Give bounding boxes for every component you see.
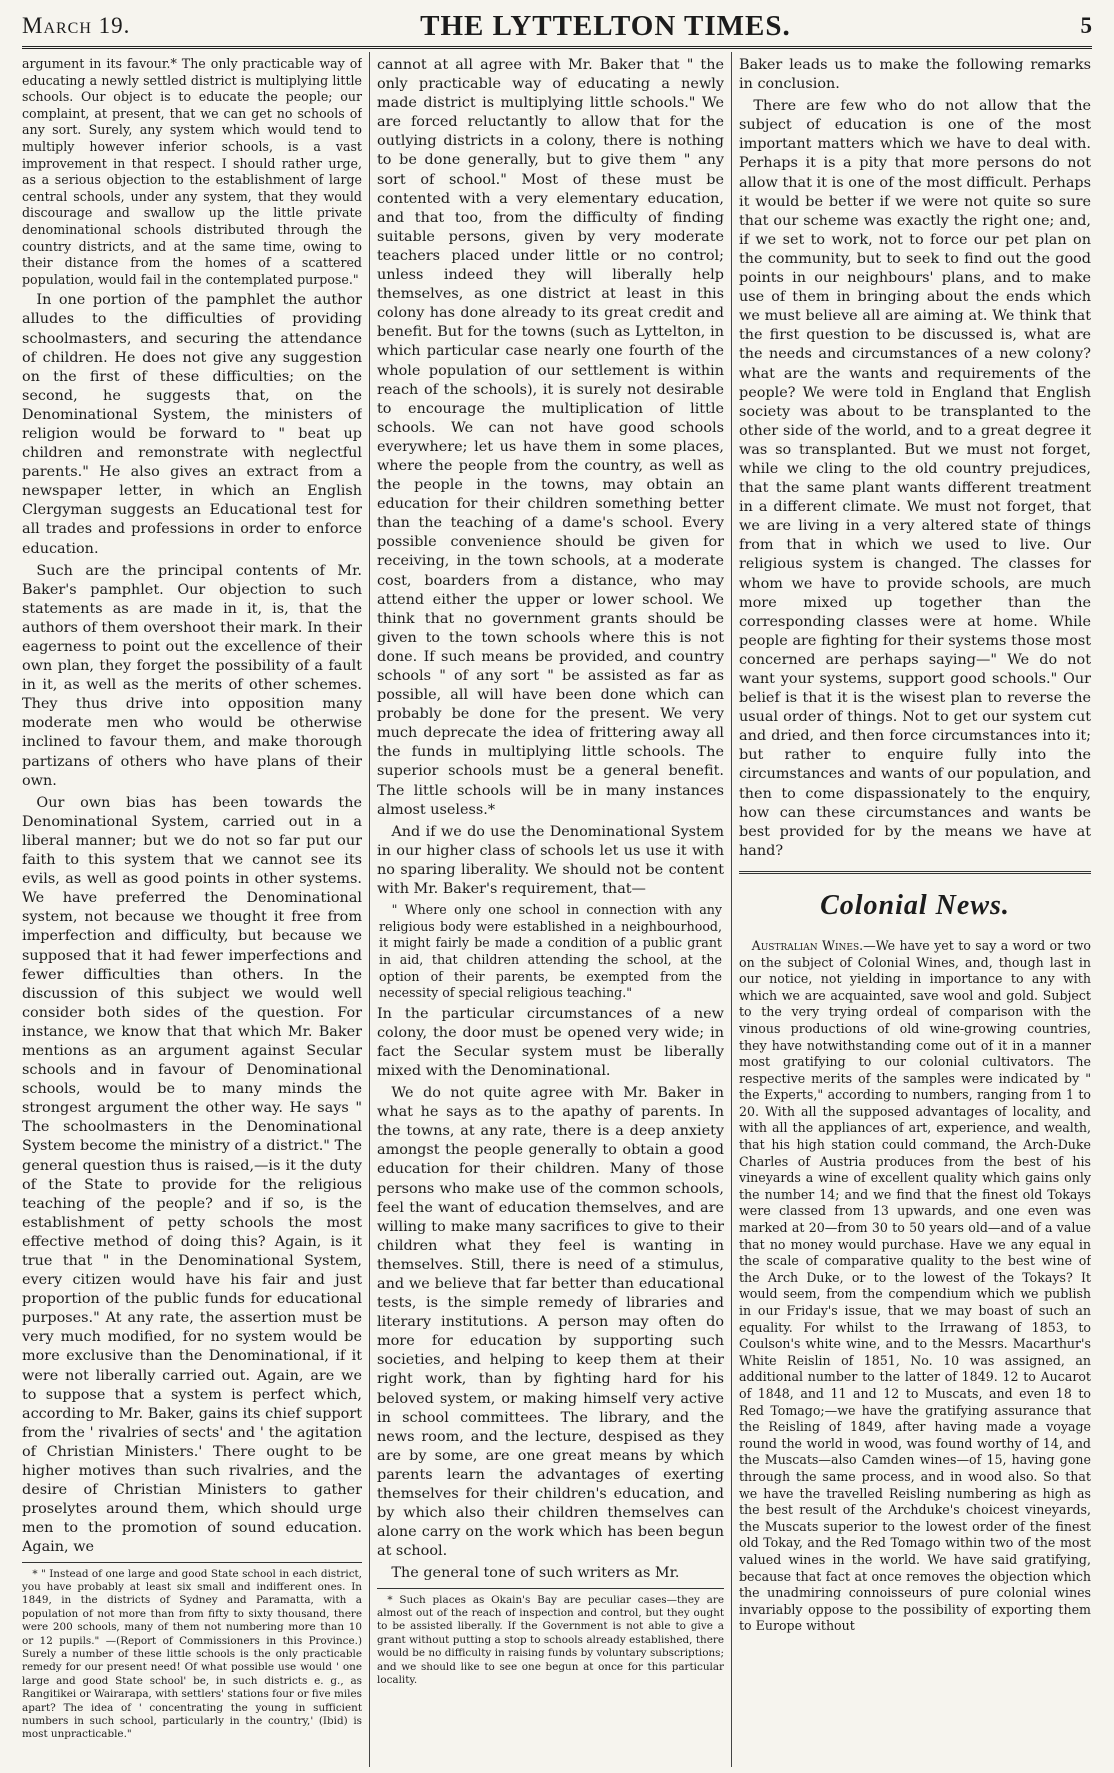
news-item-lead: Australian Wines. bbox=[751, 937, 864, 953]
article-paragraph: In one portion of the pamphlet the author alludes to the difficulties of providing schoolmasters, and securing the attendance of children. He does not give any suggestion on the first of these difficulties; on the second, he suggests that, on the Denominational System, the ministers of religion would be forward to " beat up children and remonstrate with neglectful parents." He also gives an extract from a newspaper letter, in which an English Clergyman suggests an Educational test for all trades and professions in order to enforce education. bbox=[22, 292, 362, 557]
column-divider bbox=[731, 52, 732, 1767]
article-paragraph: argument in its favour.* The only practicable way of educating a newly settled district is multiplying little schools. Our object is to educate the people; our complaint, at present, that we can get no schools of any sort. Surely, any system which would tend to multiply however inferior schools, is a vast improvement in that respect. I should rather urge, as a serious objection to the establishment of large central schools, under any system, that they would discourage and swallow up the little private denominational schools distributed through the country districts, and at the same time, owing to their distance from the homes of a scattered population, would fail in the contemplated purpose." bbox=[22, 56, 362, 287]
news-item-body: —We have yet to say a word or two on the subject of Colonial Wines, and, though last in our notice, not yielding in importance to any with which we are acquainted, save wool and gold. Subject to the very trying ordeal of comparison with the vinous productions of old wine-growing countries, they have notwithstanding come out of it in a manner most gratifying to our colonial cultivators. The respective merits of the samples were indicated by " the Experts," according to numbers, ranging from 1 to 20. With all the supposed advantages of locality, and with all the appliances of art, experience, and wealth, that his high station could command, the Arch-Duke Charles of Austria produces from the best of his vineyards a wine of excellent quality which gains only the number 14; and we find that the finest old Tokays were classed from 13 upwards, and one even was marked at 20—from 30 to 50 years old—and of a value that no money would purchase. Have we any equal in the scale of comparative quality to the best wine of the Arch Duke, or to the lowest of the Tokays? It would seem, from the compendium which we publish in our Friday's issue, that we may boast of such an equality. For whilst to the Irrawang of 1853, to Coulson's white wine, and to the Messrs. Macarthur's White Reislin of 1851, No. 10 was assigned, an additional number to the latter of 1849. 12 to Aucarot of 1848, and 11 and 12 to Muscats, and even 18 to Red Tomago;—we have the gratifying assurance that the Reisling of 1849, after having made a voyage round the world in wood, was found worthy of 14, and the Muscats—also Camden wines—of 15, having gone through the same process, and in wood also. So that we have the travelled Reisling numbering as high as the best result of the Archduke's choicest vineyards, the Muscats superior to the lowest order of the finest old Tokay, and the Red Tomago within two of the most valued wines in the world. We have said gratifying, because that fact at once removes the objection which the unadmiring connoisseurs of pure colonial wines invariably oppose to the possibility of exporting them to Europe without bbox=[739, 937, 1091, 1634]
news-item bbox=[739, 938, 1091, 1635]
footnote-divider bbox=[22, 1562, 362, 1563]
section-heading: Colonial News. bbox=[820, 889, 1010, 921]
column-1 bbox=[22, 56, 362, 1766]
article-paragraph: cannot at all agree with Mr. Baker that " the only practicable way of educating a newly made district is multiplying little schools." We are forced reluctantly to allow that for the outlying districts in a colony, there is nothing to be done generally, but to give them " any sort of school." Most of these must be contented with a very elementary education, and that too, from the difficulty of finding suitable persons, given by very moderate teachers placed under little or no control; unless indeed they will liberally help themselves, as one district at least in this colony has done already to its great credit and benefit. But for the towns (such as Lyttelton, in which particular case nearly one fourth of the whole population of our settlement is within reach of the schools), it is surely not desirable to encourage the multiplication of little schools. We can not have good schools everywhere; let us have them in some places, where the people from the country, as well as the people in the towns, may obtain an education for their children something better than the teaching of a dame's school. Every possible convenience should be given for receiving, in the town schools, at a moderate cost, boarders from a distance, who may attend either the upper or lower school. We think that no government grants should be given to the town schools where this is not done. If such means be provided, and country schools " of any sort " be assisted as far as possible, all will have been done which can probably be done for the present. We very much deprecate the idea of frittering away all the funds in multiplying little schools. The superior schools must be a general benefit. The little schools will be in many instances almost useless.* bbox=[377, 57, 724, 818]
article-paragraph: The general tone of such writers as Mr. bbox=[391, 1565, 680, 1582]
article-paragraph: Such are the principal contents of Mr. Baker's pamphlet. Our objection to such statements as are made in it, is, that the authors of them overshoot their mark. In their eagerness to point out the excellence of their own plan, they forget the possibility of a fault in it, as well as the merits of other schemes. They thus drive into opposition many moderate men who would be otherwise inclined to favour them, and make thorough partizans of others who have plans of their own. bbox=[22, 562, 362, 789]
footnote-divider bbox=[377, 1588, 724, 1589]
article-paragraph: We do not quite agree with Mr. Baker in what he says as to the apathy of parents. In the towns, at any rate, there is a deep anxiety amongst the people generally to obtain a good education for their children. Many of those persons who make use of the common schools, feel the want of education themselves, and are willing to make many sacrifices to give to their children what they feel is wanting in themselves. Still, there is need of a stimulus, and we believe that far better than educational tests, is the simple remedy of libraries and literary institutions. A person may often do more for education by supporting such societies, and helping to keep them at their right work, than by fighting hard for his beloved system, or making himself very active in school committees. The library, and the news room, and the lecture, despised as they are by some, are one great means by which parents learn the advantages of exerting themselves for their children's education, and by which also their children themselves can alone carry on the work which has been begun at school. bbox=[377, 1085, 724, 1560]
article-paragraph: Baker leads us to make the following remarks in conclusion. bbox=[739, 57, 1091, 93]
article-paragraph: There are few who do not allow that the subject of education is one of the most important matters which we have to deal with. Perhaps it is a pity that more persons do not allow that it is one of the most difficult. Perhaps it would be better if we were not quite so sure that our scheme was exactly the right one; and, if we set to work, not to force our pet plan on the community, but to seek to find out the good points in our neighbours' plans, and to make use of them in bringing about the ends which we must believe all are aiming at. We think that the first question to be discussed is, what are the needs and circumstances of a new colony? what are the wants and requirements of the people? We were told in England that English society was about to be transplanted to the other side of the world, and to a great degree it was so transplanted. But we must not forget, while we cling to the old country prejudices, that the same plant wants different treatment in a different climate. We must not forget, that we are living in a very altered state of things from that in which we used to live. Our religious system is changed. The classes for whom we have to provide schools, are much more mixed up together than the corresponding classes were at home. While people are fighting for their systems those most concerned are perhaps saying—" We do not want your systems, support good schools." Our belief is that it is the wisest plan to reverse the usual order of things. Not to get our system cut and dried, and then force circumstances into it; but rather to enquire fully into the circumstances and wants of our population, and then to come dispassionately to the enquiry, how can these circumstances and wants be best provided for by the means we have at hand? bbox=[739, 98, 1091, 859]
issue-date: March 19. bbox=[22, 13, 131, 38]
masthead bbox=[22, 6, 1092, 49]
page-number: 5 bbox=[1080, 13, 1092, 38]
article-paragraph: In the particular circumstances of a new colony, the door must be opened very wide; in fact the Secular system must be liberally mixed with the Denominational. bbox=[377, 1005, 724, 1079]
footnote: * " Instead of one large and good State school in each district, you have probably at least six small and indifferent ones. In 1849, in the districts of Sydney and Paramatta, with a population of not more than from fifty to sixty thousand, there were 200 schools, many of them not numbering more than 10 or 12 pupils." —(Report of Commissioners in this Province.) Surely a number of these little schools is the only practicable remedy for our present need! Of what possible use would ' one large and good State school' be, in such districts e. g., as Rangitikei or Wairarapa, with settlers' stations four or five miles apart? The idea of ' concentrating the young in sufficient numbers in such school, particularly in the country,' (Ibid) is most unpracticable." bbox=[22, 1567, 362, 1741]
section-divider bbox=[739, 871, 1091, 874]
column-divider bbox=[369, 52, 370, 1767]
block-quote: " Where only one school in connection with any religious body were established in a neighbourhood, it might fairly be made a condition of a public grant in aid, that children attending the school, at the option of their parents, be exempted from the necessity of special religious teaching." bbox=[379, 902, 722, 1001]
column-3 bbox=[739, 56, 1091, 1766]
article-paragraph: Our own bias has been towards the Denominational System, carried out in a liberal manner; but we do not so far put our faith to this system that we cannot see its evils, as well as good points in other systems. We have preferred the Denominational system, not because we thought it free from imperfection and difficulty, but because we supposed that it had fewer imperfections and fewer difficulties than others. In the discussion of this subject we would well consider both sides of the question. For instance, we know that that which Mr. Baker mentions as an argument against Secular schools and in favour of Denominational schools, would be to many minds the strongest argument the other way. He says " The schoolmasters in the Denominational System become the ministry of a district." The general question thus is raised,—is it the duty of the State to provide for the religious teaching of the people? and if so, is the establishment of petty schools the most effective method of doing this? Again, is it true that " in the Denominational System, every citizen would have his fair and just proportion of the public funds for educational purposes." At any rate, the assertion must be very much modified, for no system would be more exclusive than the Denominational, if it were not liberally carried out. Again, are we to suppose that a system is perfect which, according to Mr. Baker, gains its chief support from the ' rivalries of sects' and ' the agitation of Christian Ministers.' There ought to be higher motives than such rivalries, and the desire of Christian Ministers to gather proselytes around them, which should urge men to the promotion of sound education. Again, we bbox=[22, 794, 362, 1556]
column-2 bbox=[377, 56, 724, 1766]
newspaper-title: THE LYTTELTON TIMES. bbox=[420, 9, 791, 42]
article-paragraph: And if we do use the Denominational System in our higher class of schools let us use it with no sparing liberality. We should not be content with Mr. Baker's requirement, that— bbox=[377, 823, 724, 898]
footnote: * Such places as Okain's Bay are peculiar cases—they are almost out of the reach of inspection and control, but they ought to be assisted liberally. If the Government is not able to give a grant without putting a stop to schools already established, there would be no difficulty in raising funds by voluntary subscriptions; and we should like to see one begun at once for this particular locality. bbox=[377, 1593, 724, 1686]
